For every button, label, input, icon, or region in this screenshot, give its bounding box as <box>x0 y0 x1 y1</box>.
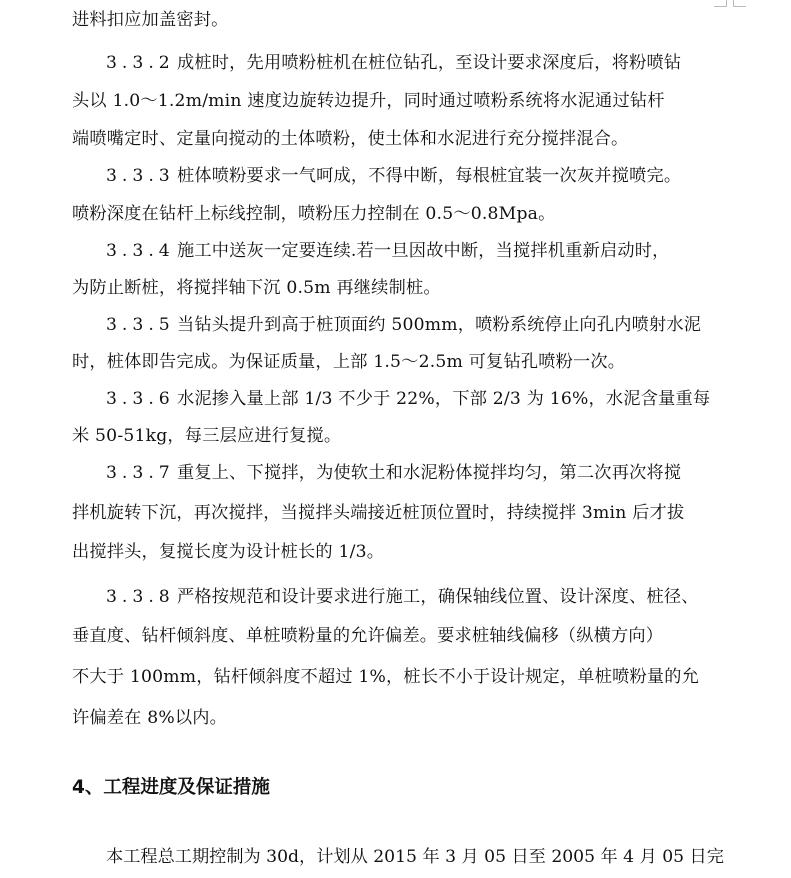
item-text: 桩体喷粉要求一气呵成，不得中断，每根桩宜装一次灰并搅喷完。 <box>177 166 682 186</box>
item-text: 重复上、下搅拌，为使软土和水泥粉体搅拌均匀，第二次再次将搅 <box>177 463 682 483</box>
item-3-3-8-line-2: 垂直度、钻杆倾斜度、单桩喷粉量的允许偏差。要求桩轴线偏移（纵横方向） <box>72 626 664 646</box>
item-number: 3.3.5 <box>106 315 175 335</box>
item-3-3-6-line-2: 米 50-51kg，每三层应进行复搅。 <box>72 426 342 446</box>
item-3-3-3-line-2: 喷粉深度在钻杆上标线控制，喷粉压力控制在 0.5～0.8Mpa。 <box>72 204 556 224</box>
item-3-3-2-line-1 <box>106 48 722 78</box>
item-number: 3.3.2 <box>106 53 175 73</box>
item-number: 3.3.8 <box>106 587 175 607</box>
item-3-3-7-line-3: 出搅拌头，复搅长度为设计桩长的 1/3。 <box>72 542 385 562</box>
item-3-3-8-line-4: 许偏差在 8%以内。 <box>72 708 228 728</box>
paragraph-line: 本工程总工期控制为 30d，计划从 2015 年 3 月 05 日至 2005 年 4 月 05 日完 <box>106 847 724 867</box>
item-text: 水泥掺入量上部 1/3 不少于 22%，下部 2/3 为 16%，水泥含量重每 <box>177 389 711 409</box>
item-3-3-2-line-2: 头以 1.0～1.2m/min 速度边旋转边提升，同时通过喷粉系统将水泥通过钻杆 <box>72 91 665 111</box>
item-3-3-8-line-1 <box>106 582 722 612</box>
item-3-3-5-line-1 <box>106 310 722 340</box>
page-corner-mark-right <box>733 0 746 7</box>
item-3-3-8-line-3: 不大于 100mm，钻杆倾斜度不超过 1%，桩长不小于设计规定，单桩喷粉量的允 <box>72 667 700 687</box>
item-3-3-7-line-2: 拌机旋转下沉，再次搅拌，当搅拌头端接近桩顶位置时，持续搅拌 3min 后才拔 <box>72 503 685 523</box>
section-heading: 4、工程进度及保证措施 <box>72 777 270 798</box>
item-3-3-2-line-3: 端喷嘴定时、定量向搅动的土体喷粉，使土体和水泥进行充分搅拌混合。 <box>72 129 629 149</box>
item-text: 当钻头提升到高于桩顶面约 500mm，喷粉系统停止向孔内喷射水泥 <box>177 315 702 335</box>
item-number: 3.3.7 <box>106 463 175 483</box>
item-3-3-4-line-2: 为防止断桩，将搅拌轴下沉 0.5m 再继续制桩。 <box>72 278 441 298</box>
item-3-3-6-line-1 <box>106 384 722 414</box>
item-text: 施工中送灰一定要连续.若一旦因故中断，当搅拌机重新启动时， <box>177 241 670 261</box>
item-number: 3.3.6 <box>106 389 175 409</box>
item-3-3-4-line-1 <box>106 236 722 266</box>
item-text: 成桩时，先用喷粉桩机在桩位钻孔，至设计要求深度后，将粉喷钻 <box>177 53 682 73</box>
item-number: 3.3.4 <box>106 241 175 261</box>
item-3-3-7-line-1 <box>106 458 722 488</box>
paragraph-line: 进料扣应加盖密封。 <box>72 10 229 30</box>
item-number: 3.3.3 <box>106 166 175 186</box>
item-3-3-3-line-1 <box>106 161 722 191</box>
item-text: 严格按规范和设计要求进行施工，确保轴线位置、设计深度、桩径、 <box>177 587 699 607</box>
item-3-3-5-line-2: 时，桩体即告完成。为保证质量，上部 1.5～2.5m 可复钻孔喷粉一次。 <box>72 352 626 372</box>
